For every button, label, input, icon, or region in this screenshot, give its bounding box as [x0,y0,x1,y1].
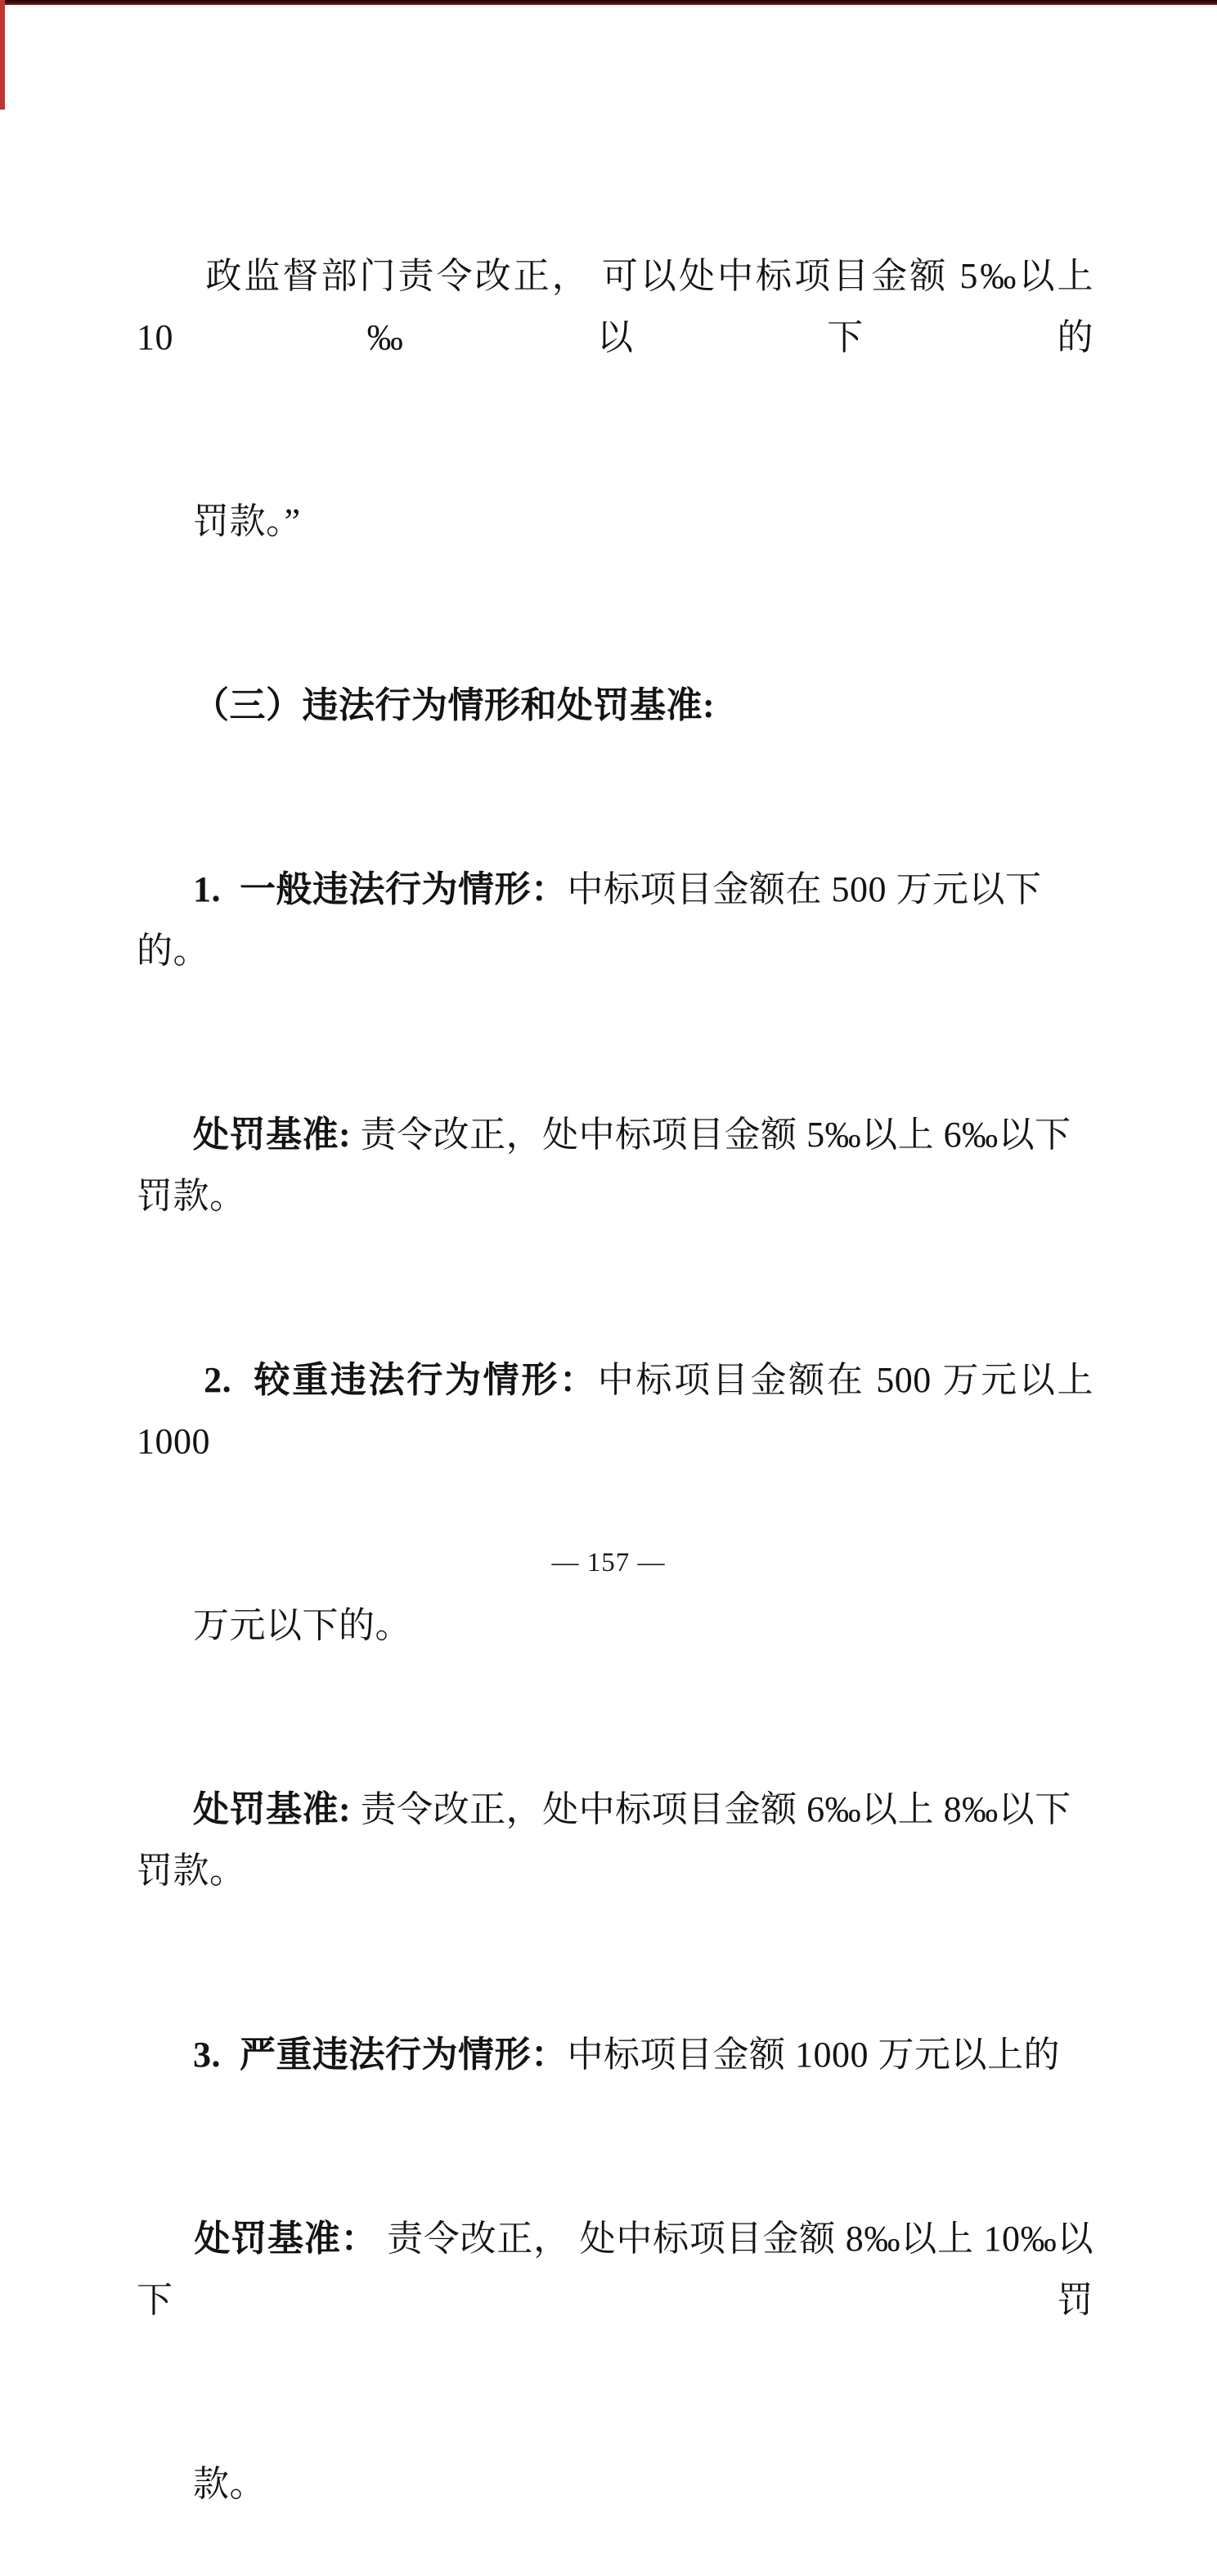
heading-run: （三）违法行为情形和处罚基准: [193,685,716,725]
item-label: 处罚基准: [193,1789,352,1829]
text-line [137,1288,1103,1533]
item-label: 处罚基准: [193,1115,352,1155]
left-edge-red-mark [0,0,5,110]
body-run: 责令改正，处中标项目金额 5‰以上 6‰以下罚款。 [137,1115,1071,1216]
text-line [137,797,1094,1043]
top-edge-red-line [0,0,1217,5]
item-label: 处罚基准： [194,2219,378,2259]
text-line [137,2147,1094,2392]
text-line [137,184,1103,429]
body-run: 责令改正，处中标项目金额 6‰以上 8‰以下罚款。 [137,1789,1071,1891]
section-heading [137,613,1094,797]
item-label: 3. 严重违法行为情形： [193,2035,568,2075]
body-run: 责令改正， 处中标项目金额 8‰以上 10‰以下罚 [137,2219,1094,2320]
body-run: 政监督部门责令改正， 可以处中标项目金额 5‰以上 10‰以下的 [137,256,1103,357]
text-line [137,429,1094,613]
body-run: 中标项目金额 1000 万元以上的 [567,2035,1060,2075]
text-line [137,1963,1094,2147]
body-run: 中标项目金额在 500 万元以下的。 [137,869,1042,971]
page-number: — 157 — [551,1548,666,1577]
body-run: 罚款。” [193,501,301,541]
text-line [137,2392,1094,2576]
text-line [137,1717,1094,1963]
body-text [137,184,1103,2576]
item-label: 1. 一般违法行为情形： [193,869,568,909]
item-label: 2. 较重违法行为情形： [204,1360,598,1400]
body-run: 款。 [193,2464,266,2504]
text-line [137,1043,1094,1288]
body-run: 中标项目金额在 500 万元以上 1000 [137,1360,1103,1461]
body-run: 万元以下的。 [193,1605,411,1645]
